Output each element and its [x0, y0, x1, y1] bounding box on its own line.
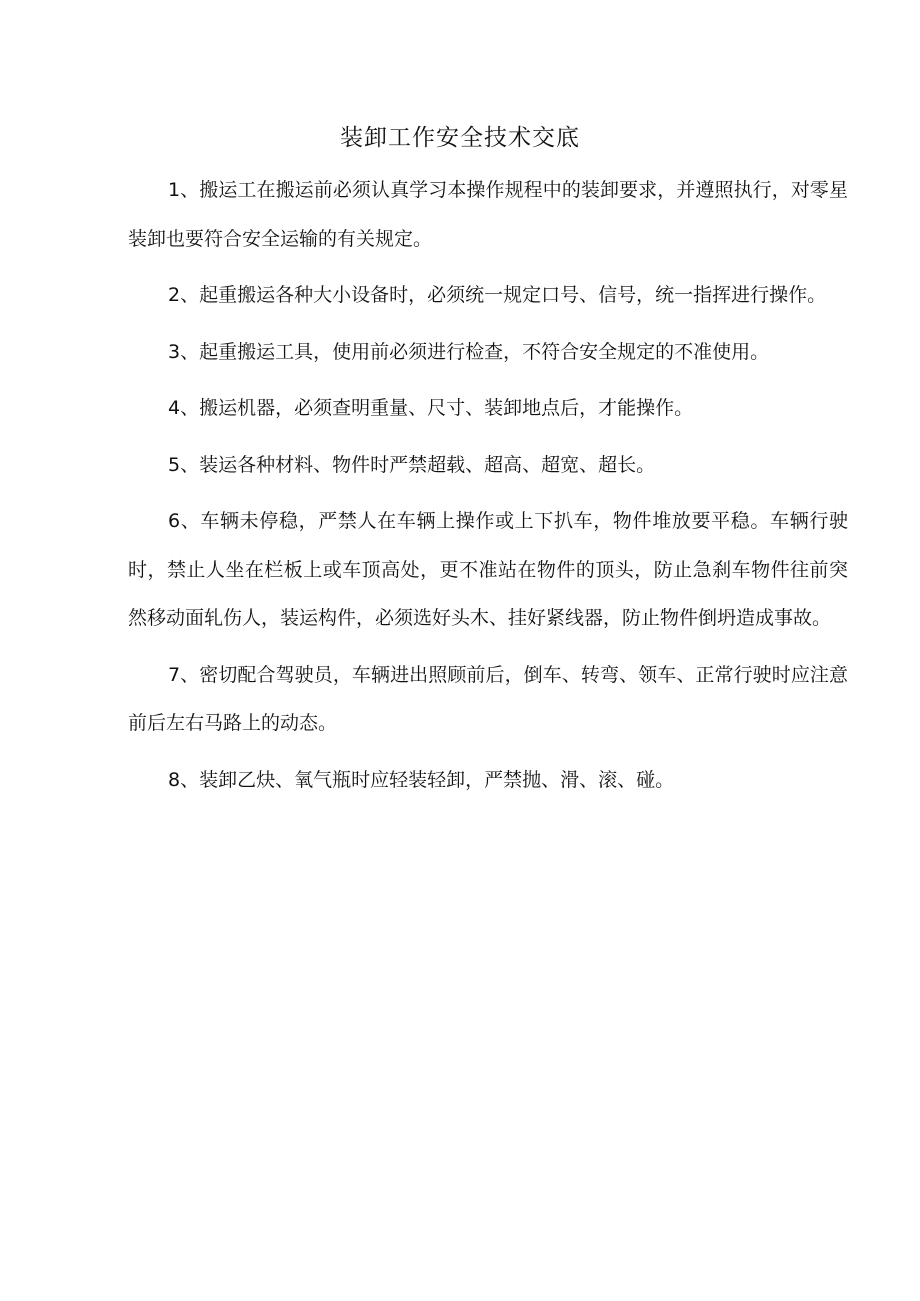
paragraph-5: 5、装运各种材料、物件时严禁超载、超高、超宽、超长。	[168, 453, 656, 476]
paragraph-3: 3、起重搬运工具，使用前必须进行检查，不符合安全规定的不准使用。	[168, 340, 770, 363]
document-title: 装卸工作安全技术交底	[340, 125, 580, 151]
paragraph-6: 6、车辆未停稳，严禁人在车辆上操作或上下扒车，物件堆放要平稳。车辆行驶时，禁止人坐在栏板上或车顶高处，更不准站在物件的顶头，防止急刹车物件往前突然移动面轧伤人，装运构件，必须选好头木、挂好紧线器，防止物件倒坍造成事故。	[128, 510, 848, 629]
paragraph-7: 7、密切配合驾驶员，车辆进出照顾前后，倒车、转弯、领车、正常行驶时应注意前后左右马路上的动态。	[128, 663, 848, 734]
paragraph-1: 1、搬运工在搬运前必须认真学习本操作规程中的装卸要求，并遵照执行，对零星装卸也要符合安全运输的有关规定。	[128, 179, 848, 250]
document-body	[128, 166, 848, 812]
paragraph-4: 4、搬运机器，必须查明重量、尺寸、装卸地点后，才能操作。	[168, 397, 694, 419]
paragraph-8: 8、装卸乙炔、氧气瓶时应轻装轻卸，严禁抛、滑、滚、碰。	[168, 768, 675, 791]
paragraph-2: 2、起重搬运各种大小设备时，必须统一规定口号、信号，统一指挥进行操作。	[168, 284, 827, 306]
